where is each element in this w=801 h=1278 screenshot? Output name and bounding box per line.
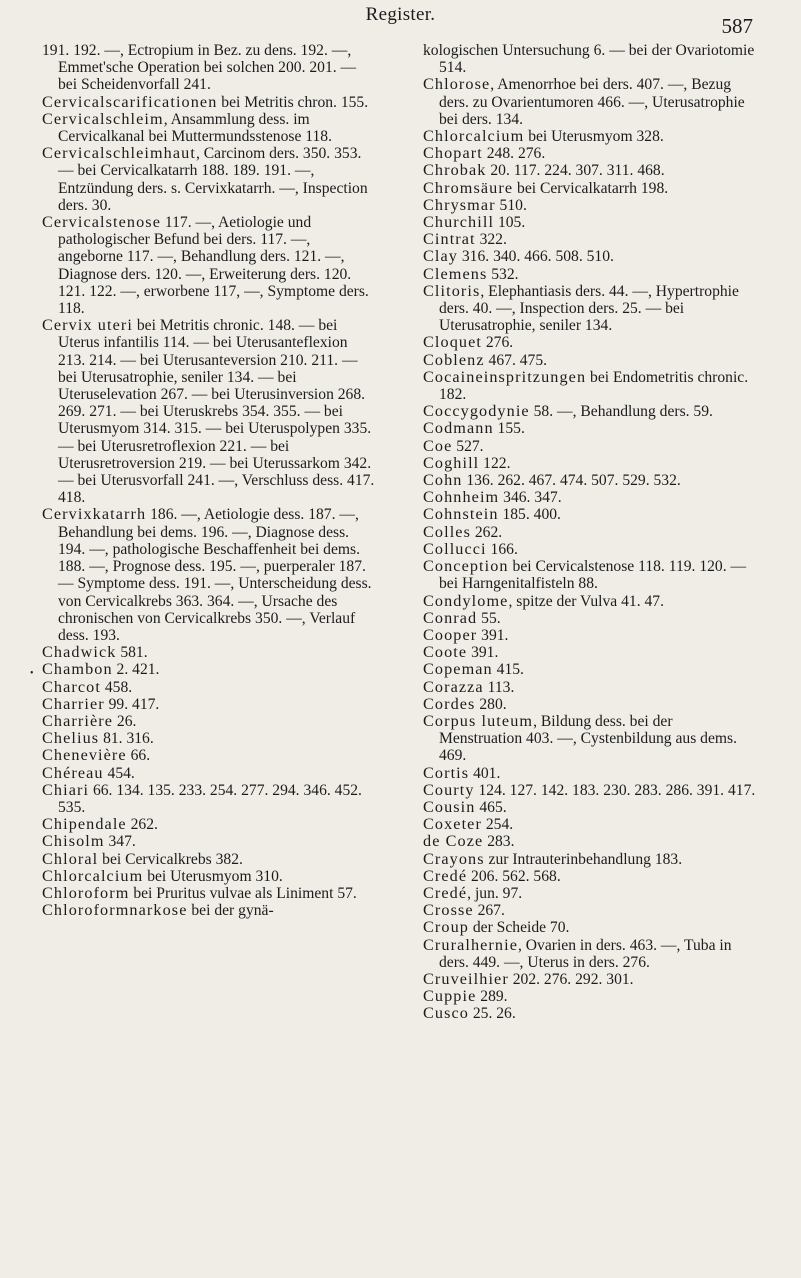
- index-entry: [423, 197, 759, 214]
- index-term: Corpus luteum: [423, 711, 534, 730]
- index-references: 262.: [470, 523, 503, 541]
- index-references: 155.: [493, 420, 525, 438]
- index-references: 58. —, Behandlung ders. 59.: [529, 403, 713, 421]
- index-references: 20. 117. 224. 307. 311. 468.: [486, 162, 665, 180]
- index-references: 346. 347.: [499, 489, 562, 507]
- index-term: Coghill: [423, 453, 480, 472]
- index-references: 465.: [475, 798, 507, 816]
- index-entry: [42, 885, 378, 902]
- index-term: Cloquet: [423, 333, 482, 352]
- index-term: Chloroformnarkose: [42, 901, 188, 920]
- index-entry: [423, 472, 759, 489]
- index-entry: [423, 541, 759, 558]
- index-term: Cortis: [423, 763, 470, 782]
- index-references: 415.: [492, 661, 524, 679]
- index-entry: [42, 782, 378, 816]
- index-entry: [423, 988, 759, 1005]
- index-entry: [423, 524, 759, 541]
- index-references: 254.: [481, 816, 514, 834]
- index-references: 202. 276. 292. 301.: [508, 970, 634, 988]
- index-term: Cohn: [423, 471, 463, 490]
- index-term: Cervix uteri: [42, 316, 133, 335]
- index-entry: [42, 851, 378, 868]
- index-entry: [423, 489, 759, 506]
- index-entry: [42, 94, 378, 111]
- index-term: Chloral: [42, 849, 99, 868]
- index-entry: [423, 627, 759, 644]
- index-references: bei Cervicalkrebs 382.: [98, 850, 243, 868]
- index-term: Condylome: [423, 591, 509, 610]
- index-references: 532.: [487, 265, 519, 283]
- index-references: 136. 262. 467. 474. 507. 529. 532.: [462, 472, 681, 490]
- index-term: Chlorose: [423, 75, 491, 94]
- index-entry: [423, 1005, 759, 1022]
- index-entry: [42, 42, 378, 94]
- index-references: bei Metritis chron. 155.: [217, 93, 369, 111]
- index-references: 527.: [452, 437, 484, 455]
- index-term: Cuppie: [423, 987, 477, 1006]
- index-entry: [423, 696, 759, 713]
- index-entry: [42, 145, 378, 214]
- index-term: Credé: [423, 866, 468, 885]
- index-entry: [42, 214, 378, 317]
- index-term: Courty: [423, 780, 475, 799]
- index-term: Cooper: [423, 625, 478, 644]
- index-references: zur Intrauterinbehandlung 183.: [484, 850, 683, 868]
- index-references: 113.: [483, 678, 515, 696]
- index-entry: [423, 937, 759, 971]
- index-entry: [423, 902, 759, 919]
- index-term: Cintrat: [423, 230, 476, 249]
- index-references: bei Cervicalstenose 118. 119. 120. — bei Harngenitalfisteln 88.: [439, 558, 747, 593]
- index-term: Chlorcalcium: [423, 127, 525, 146]
- index-term: Chloroform: [42, 883, 130, 902]
- index-term: Clemens: [423, 264, 488, 283]
- index-references: 347.: [104, 833, 136, 851]
- index-references: 280.: [475, 695, 507, 713]
- index-term: Credé: [423, 883, 468, 902]
- index-entry: [423, 851, 759, 868]
- index-term: Chenevière: [42, 746, 127, 765]
- index-references: 283.: [483, 833, 515, 851]
- index-references: 66. 134. 135. 233. 254. 277. 294. 346. 452. 535.: [58, 781, 362, 816]
- index-entry: [42, 765, 378, 782]
- index-references: 55.: [477, 609, 501, 627]
- index-references: 81. 316.: [99, 730, 154, 748]
- index-entry: [423, 231, 759, 248]
- index-entry: [423, 799, 759, 816]
- page-number: 587: [721, 14, 753, 38]
- index-references: 124. 127. 142. 183. 230. 283. 286. 391. 417.: [474, 781, 756, 799]
- index-references: 581.: [116, 644, 148, 662]
- index-term: Cruveilhier: [423, 969, 509, 988]
- index-entry: [423, 644, 759, 661]
- index-references: 117. —, Aetiologie und pathologischer Befund bei ders. 117. —, angeborne 117. —, Behandlung ders. 121. —, Diagnose ders. 120. —, Erweiterung ders. 120. 121. 122. —, erworbene 117, —, Symptome ders. 118.: [58, 214, 369, 318]
- index-term: Cohnstein: [423, 505, 499, 524]
- index-entry: [42, 747, 378, 764]
- index-references: 166.: [486, 540, 518, 558]
- index-references: 289.: [476, 988, 508, 1006]
- index-term: Coe: [423, 436, 453, 455]
- index-entry: [42, 111, 378, 145]
- index-entry: [423, 919, 759, 936]
- index-term: Collucci: [423, 539, 487, 558]
- index-references: 262.: [126, 816, 158, 834]
- index-references: 248. 276.: [482, 145, 546, 163]
- index-entry: [423, 352, 759, 369]
- index-term: Chisolm: [42, 832, 105, 851]
- index-references: bei Endometritis chronic. 182.: [439, 368, 749, 404]
- index-entry: [423, 782, 759, 799]
- index-term: Cordes: [423, 694, 476, 713]
- index-term: Chipendale: [42, 815, 127, 834]
- index-entry: [42, 696, 378, 713]
- index-term: Chrobak: [423, 161, 487, 180]
- index-entry: [423, 558, 759, 592]
- index-references: , Ovarien in ders. 463. —, Tuba in ders. 449. —, Uterus in ders. 276.: [439, 936, 732, 971]
- index-entry: [423, 214, 759, 231]
- index-entry: [423, 266, 759, 283]
- index-term: Churchill: [423, 213, 495, 232]
- index-term: Corazza: [423, 677, 484, 696]
- index-term: Cocaineinspritzungen: [423, 367, 587, 386]
- index-term: Cousin: [423, 797, 476, 816]
- index-term: Charcot: [42, 677, 101, 696]
- index-references: 322.: [475, 231, 507, 249]
- index-term: Crayons: [423, 849, 485, 868]
- index-term: Clay: [423, 247, 458, 266]
- index-entry: [42, 506, 378, 644]
- index-references: , spitze der Vulva 41. 47.: [508, 592, 665, 610]
- index-term: Coote: [423, 643, 468, 662]
- index-references: bei Cervicalkatarrh 198.: [513, 179, 669, 197]
- index-term: Chelius: [42, 729, 100, 748]
- index-references: , Carcinom ders. 350. 353. — bei Cervicalkatarrh 188. 189. 191. —, Entzündung ders. s. Cervixkatarrh. —, Inspection ders. 30.: [58, 145, 368, 214]
- index-entry: [423, 679, 759, 696]
- index-references: bei Metritis chronic. 148. — bei Uterus infantilis 114. — bei Uterusanteflexion 213. 214. — bei Uterusanteversion 210. 211. — bei Uterusatrophie, seniler 134. — bei Uteruselevation 267. — bei Uterusinversion 268. 269. 271. — bei Uteruskrebs 354. 355. — bei Uterusmyom 314. 315. — bei Uteruspolypen 335. — bei Uterusretroflexion 221. — bei Uterusretroversion 219. — bei Uterussarkom 342. — bei Uterusvorfall 241. —, Verschluss dess. 417. 418.: [58, 317, 375, 507]
- index-entry: [423, 248, 759, 265]
- index-entry: [423, 833, 759, 850]
- index-term: Cervicalscarificationen: [42, 92, 218, 111]
- index-references: 391.: [477, 626, 509, 644]
- index-references: 510.: [495, 196, 527, 214]
- index-references: bei Pruritus vulvae als Liniment 57.: [129, 884, 357, 902]
- index-term: Chadwick: [42, 643, 117, 662]
- index-references: , Amenorrhoe bei ders. 407. —, Bezug ders. zu Ovarientumoren 466. —, Uterusatrophie bei ders. 134.: [439, 76, 745, 128]
- index-column-right: [423, 42, 759, 1023]
- index-term: Chopart: [423, 144, 483, 163]
- index-entry: [423, 369, 759, 403]
- index-entry: [423, 868, 759, 885]
- index-references: 25. 26.: [468, 1005, 516, 1023]
- page-header-title: Register.: [365, 4, 436, 25]
- index-entry: [42, 868, 378, 885]
- index-term: Clitoris: [423, 281, 481, 300]
- index-entry: [42, 902, 378, 919]
- index-references: kologischen Untersuchung 6. — bei der Ovariotomie 514.: [423, 42, 755, 77]
- index-term: Chlorcalcium: [42, 866, 144, 885]
- index-term: Cruralhernie: [423, 935, 518, 954]
- index-term: Chambon: [42, 660, 113, 679]
- margin-dot: •: [30, 668, 34, 679]
- index-references: , Bildung dess. bei der Menstruation 403. —, Cystenbildung aus dems. 469.: [439, 712, 737, 765]
- index-references: 401.: [469, 764, 501, 782]
- index-entry: [42, 816, 378, 833]
- index-references: 454.: [103, 764, 135, 782]
- index-references: 186. —, Aetiologie dess. 187. —, Behandlung bei dems. 196. —, Diagnose dess. 194. —, pathologische Beschaffenheit bei dems. 188. —, Prognose dess. 195. —, puerperaler 187. — Symptome dess. 191. —, Unterscheidung dess. von Cervicalkrebs 363. 364. —, Ursache des chronischen von Cervicalkrebs 350. —, Verlauf dess. 193.: [58, 506, 372, 644]
- index-entry: [423, 971, 759, 988]
- index-entry: [423, 180, 759, 197]
- index-entry: [42, 730, 378, 747]
- index-term: Cervicalschleimhaut: [42, 144, 196, 163]
- index-references: 276.: [481, 334, 514, 352]
- index-entry: [423, 506, 759, 523]
- index-term: Charrière: [42, 711, 114, 730]
- index-entry: [423, 145, 759, 162]
- index-entry: [42, 644, 378, 661]
- index-term: Conception: [423, 557, 509, 576]
- index-entry: [423, 42, 759, 76]
- index-term: Cervicalstenose: [42, 213, 161, 232]
- index-entry: [423, 455, 759, 472]
- index-references: 467. 475.: [484, 351, 548, 369]
- index-references: 122.: [479, 454, 511, 472]
- index-entry: [42, 833, 378, 850]
- index-entry: [423, 438, 759, 455]
- index-entry: [423, 420, 759, 437]
- index-term: Colles: [423, 522, 471, 541]
- index-term: Chromsäure: [423, 178, 514, 197]
- index-entry: [423, 713, 759, 765]
- index-references: , Elephantiasis ders. 44. —, Hypertrophie ders. 40. —, Inspection ders. 25. — bei Uterusatrophie, seniler 134.: [439, 282, 739, 335]
- index-term: Conrad: [423, 608, 478, 627]
- index-term: Cervixkatarrh: [42, 505, 147, 524]
- index-references: 185. 400.: [498, 506, 561, 524]
- index-entry: [423, 885, 759, 902]
- index-term: Chéreau: [42, 763, 104, 782]
- index-entry: [42, 661, 378, 678]
- index-entry: [42, 679, 378, 696]
- index-references: 2. 421.: [112, 661, 160, 679]
- index-entry: [423, 334, 759, 351]
- index-references: , jun. 97.: [467, 884, 523, 902]
- index-references: bei Uterusmyom 310.: [143, 867, 283, 885]
- index-term: Cusco: [423, 1004, 469, 1023]
- index-entry: [423, 128, 759, 145]
- index-column-left: [42, 42, 378, 919]
- index-term: Copeman: [423, 660, 493, 679]
- index-references: 66.: [126, 747, 151, 765]
- index-term: Coxeter: [423, 815, 482, 834]
- index-references: 26.: [113, 712, 137, 730]
- index-term: Cervicalschleim: [42, 109, 164, 128]
- index-entry: [423, 403, 759, 420]
- index-entry: [423, 283, 759, 335]
- index-term: Codmann: [423, 419, 494, 438]
- index-entry: [423, 816, 759, 833]
- index-entry: [42, 317, 378, 506]
- index-references: der Scheide 70.: [468, 919, 570, 937]
- index-references: bei Uterusmyom 328.: [524, 128, 664, 146]
- index-entry: [423, 765, 759, 782]
- index-references: 391.: [467, 644, 499, 662]
- index-entry: [423, 76, 759, 128]
- index-entry: [423, 593, 759, 610]
- index-references: 458.: [100, 678, 133, 696]
- index-references: 267.: [473, 902, 505, 920]
- index-references: , Ansammlung dess. im Cervicalkanal bei Muttermundsstenose 118.: [58, 110, 332, 146]
- index-entry: [423, 162, 759, 179]
- index-references: 191. 192. —, Ectropium in Bez. zu dens. 192. —, Emmet'sche Operation bei solchen 200. 201. — bei Scheidenvorfall 241.: [42, 42, 357, 94]
- index-term: Crosse: [423, 901, 474, 920]
- index-term: Cohnheim: [423, 488, 500, 507]
- index-entry: [423, 610, 759, 627]
- index-term: Chrysmar: [423, 195, 496, 214]
- index-term: Coccygodynie: [423, 402, 530, 421]
- index-references: 316. 340. 466. 508. 510.: [457, 248, 614, 266]
- index-term: Croup: [423, 918, 469, 937]
- index-term: Chiari: [42, 780, 90, 799]
- index-term: Coblenz: [423, 350, 485, 369]
- index-entry: [423, 661, 759, 678]
- index-references: bei der gynä-: [187, 902, 274, 920]
- index-references: 206. 562. 568.: [467, 867, 561, 885]
- index-term: de Coze: [423, 832, 484, 851]
- index-references: 99. 417.: [104, 695, 160, 713]
- index-term: Charrier: [42, 694, 105, 713]
- index-references: 105.: [494, 214, 526, 232]
- index-entry: [42, 713, 378, 730]
